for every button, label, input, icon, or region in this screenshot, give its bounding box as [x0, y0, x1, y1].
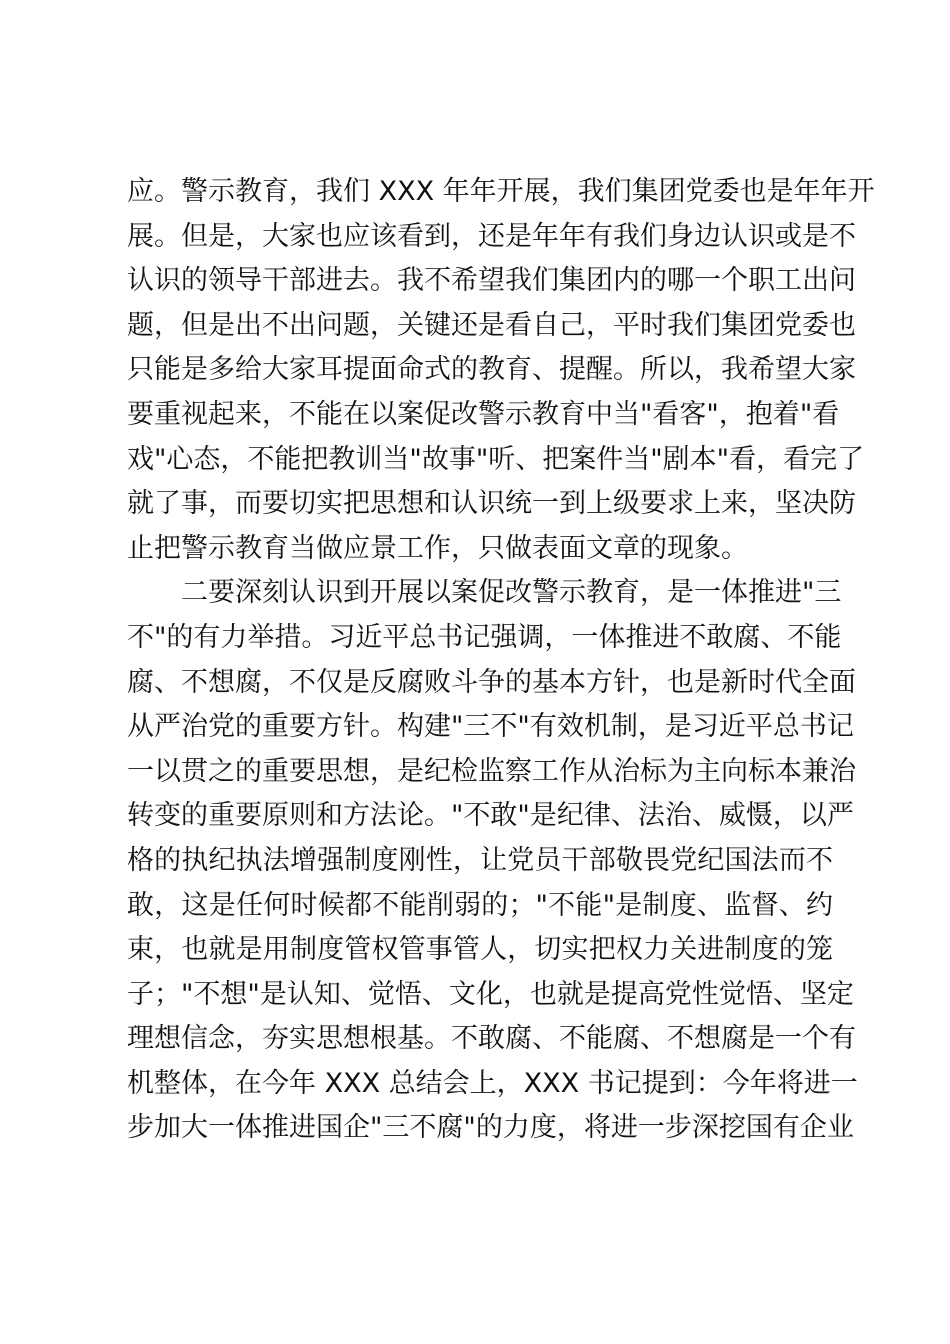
text-line: 机整体，在今年 XXX 总结会上，XXX 书记提到：今年将进一: [127, 1067, 858, 1099]
text-line: 腐、不想腐，不仅是反腐败斗争的基本方针，也是新时代全面: [127, 666, 856, 698]
text-line: 一以贯之的重要思想，是纪检监察工作从治标为主向标本兼治: [127, 755, 856, 787]
text-line: 格的执纪执法增强制度刚性，让党员干部敬畏党纪国法而不: [127, 844, 833, 876]
text-line: 题，但是出不出问题，关键还是看自己，平时我们集团党委也: [127, 309, 856, 341]
text-line: 敢，这是任何时候都不能削弱的；"不能"是制度、监督、约: [127, 889, 833, 921]
text-line: 不"的有力举措。习近平总书记强调，一体推进不敢腐、不能: [127, 621, 842, 653]
body-text: [127, 170, 875, 1151]
paragraph-1: [127, 170, 875, 571]
text-line: 只能是多给大家耳提面命式的教育、提醒。所以，我希望大家: [127, 354, 856, 386]
text-line: 要重视起来，不能在以案促改警示教育中当"看客"，抱着"看: [127, 398, 840, 430]
text-line: 认识的领导干部进去。我不希望我们集团内的哪一个职工出问: [127, 265, 856, 297]
text-line: 理想信念，夯实思想根基。不敢腐、不能腐、不想腐是一个有: [127, 1023, 856, 1055]
text-line: 束，也就是用制度管权管事管人，切实把权力关进制度的笼: [127, 934, 833, 966]
text-line: 从严治党的重要方针。构建"三不"有效机制，是习近平总书记: [127, 711, 854, 743]
text-line: 子；"不想"是认知、觉悟、文化，也就是提高党性觉悟、坚定: [127, 978, 854, 1010]
text-line: 就了事，而要切实把思想和认识统一到上级要求上来，坚决防: [127, 488, 856, 520]
text-line: 二要深刻认识到开展以案促改警示教育，是一体推进"三: [127, 577, 842, 609]
text-line: 转变的重要原则和方法论。"不敢"是纪律、法治、威慑，以严: [127, 800, 854, 832]
paragraph-2: [127, 571, 858, 1151]
text-line: 步加大一体推进国企"三不腐"的力度，将进一步深挖国有企业: [127, 1112, 854, 1144]
text-line: 应。警示教育，我们 XXX 年年开展，我们集团党委也是年年开: [127, 176, 875, 207]
text-line: 展。但是，大家也应该看到，还是年年有我们身边认识或是不: [127, 220, 856, 252]
text-line: 止把警示教育当做应景工作，只做表面文章的现象。: [127, 532, 748, 564]
text-line: 戏"心态，不能把教训当"故事"听、把案件当"剧本"看，看完了: [127, 443, 865, 475]
